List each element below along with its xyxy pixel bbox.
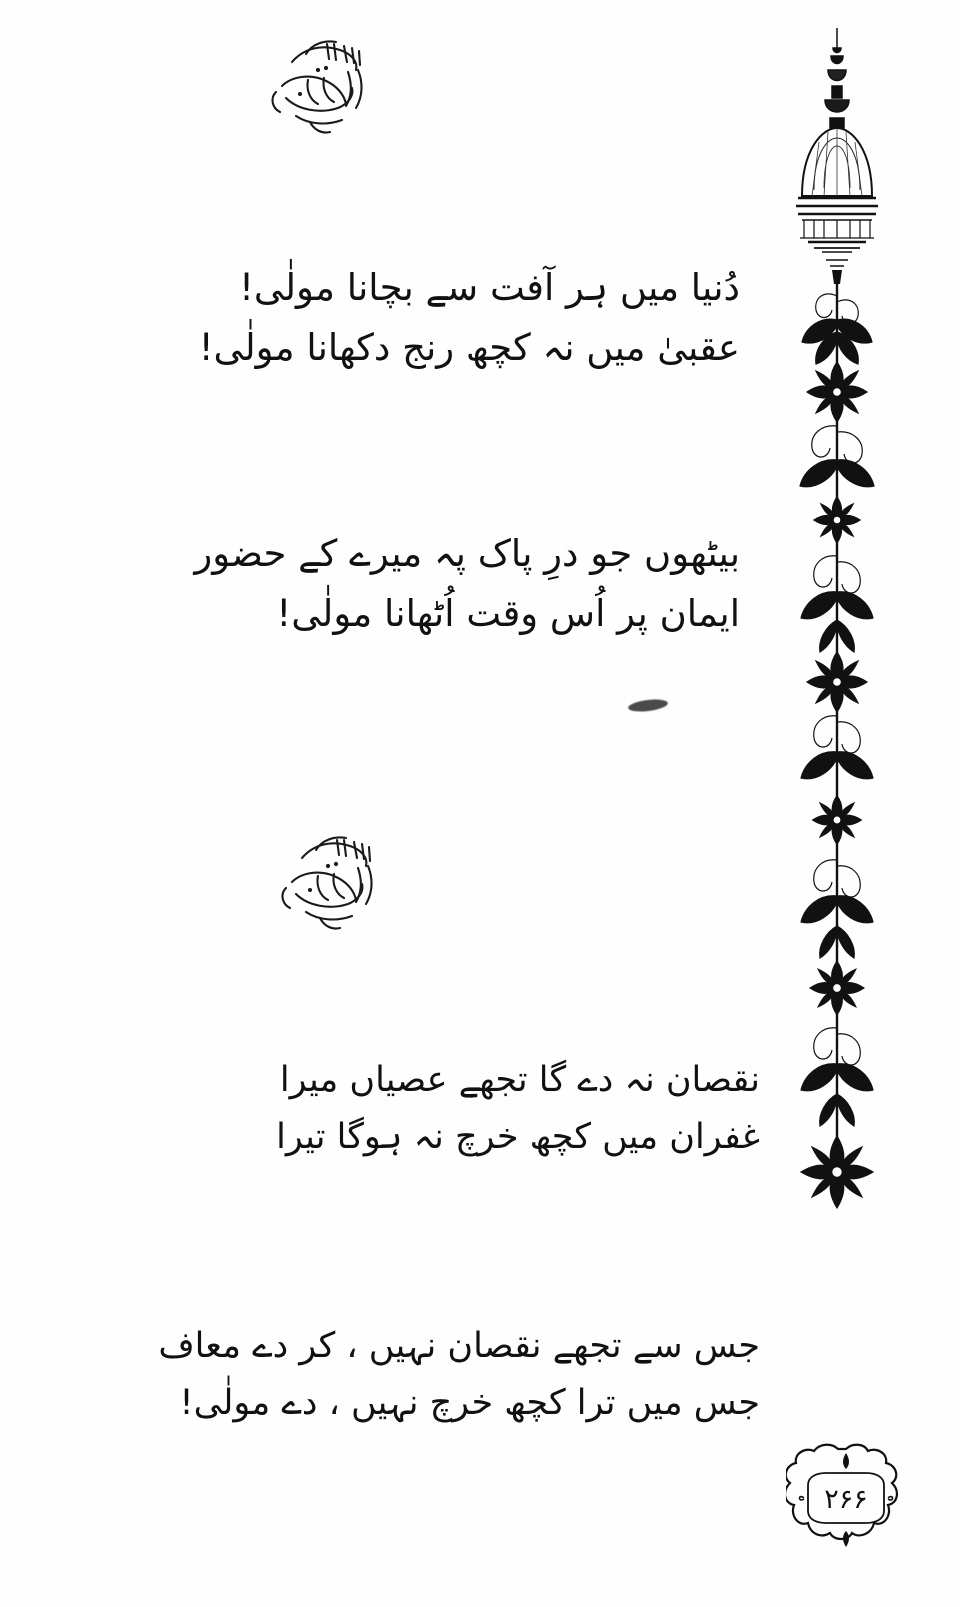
verse-line: جس میں ترا کچھ خرچ نہیں ، دے مولٰی! (179, 1382, 760, 1423)
page-number: ۲۶۶ (824, 1483, 868, 1515)
verse-line: غفران میں کچھ خرچ نہ ہوگا تیرا (276, 1116, 760, 1157)
verse-line: جس سے تجھے نقصان نہیں ، کر دے معاف (158, 1326, 760, 1366)
verse-line: نقصان نہ دے گا تجھے عصیاں میرا (279, 1060, 760, 1100)
durood-medallion-icon (248, 32, 398, 142)
verse-line: بیٹھوں جو درِ پاک پہ میرے کے حضور (194, 532, 740, 575)
stanza-2 (40, 524, 740, 644)
verse-line: دُنیا میں ہر آفت سے بچانا مولٰی! (239, 266, 740, 309)
verse-line: ایمان پر اُس وقت اُٹھانا مولٰی! (276, 591, 740, 635)
stanza-4 (40, 1318, 760, 1431)
stanza-1 (40, 258, 740, 378)
page-number-cartouche (786, 1441, 906, 1559)
durood-medallion-icon (258, 828, 408, 938)
floral-border-ornament (762, 20, 912, 1240)
ink-smudge (627, 698, 668, 714)
stanza-3 (40, 1052, 760, 1165)
verse-line: عقبیٰ میں نہ کچھ رنج دکھانا مولٰی! (198, 325, 740, 369)
